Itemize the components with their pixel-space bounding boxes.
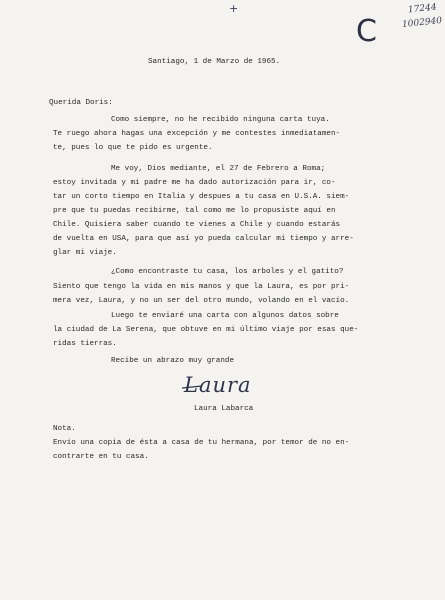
body-line: ¿Como encontraste tu casa, los arboles y el gatito?	[111, 268, 344, 276]
archive-ref-top: 17244	[407, 2, 438, 16]
corner-letter: C	[356, 14, 377, 49]
body-line: la ciudad de La Serena, que obtuve en mi último viaje por esas que-	[53, 326, 359, 334]
body-line: estoy invitada y mi padre me ha dado autorización para ir, co-	[53, 179, 336, 187]
handwritten-signature	[180, 370, 290, 400]
body-line: Recibe un abrazo muy grande	[111, 357, 235, 365]
body-line: Chile. Quisiera saber cuando te vienes a Chile y cuando estarás	[53, 221, 341, 229]
body-line: Luego te enviaré una carta con algunos datos sobre	[111, 312, 339, 320]
body-line: Me voy, Dios mediante, el 27 de Febrero a Roma;	[111, 165, 326, 173]
typed-signature: Laura Labarca	[194, 405, 254, 413]
letter-date: Santiago, 1 de Marzo de 1965.	[148, 58, 281, 66]
note-line: Envío una copia de ésta a casa de tu hermana, por temor de no en-	[53, 439, 350, 447]
body-line: Te ruego ahora hagas una excepción y me contestes inmediatamen-	[53, 130, 341, 138]
body-line: pre que tu puedas recibirme, tal como me lo propusiste aquí en	[53, 207, 336, 215]
note-heading: Nota.	[53, 425, 76, 433]
signature-text: Laura	[184, 373, 252, 397]
body-line: Siento que tengo la vida en mis manos y que la Laura, es por pri-	[53, 283, 350, 291]
archive-ref-bottom: 1002940	[401, 15, 443, 31]
page-mark: +	[229, 2, 239, 15]
body-line: Como siempre, no he recibido ninguna carta tuya.	[111, 116, 330, 124]
body-line: tar un corto tiempo en Italia y despues a tu casa en U.S.A. siem-	[53, 193, 350, 201]
body-line: te, pues lo que te pido es urgente.	[53, 144, 213, 152]
note-line: contrarte en tu casa.	[53, 453, 149, 461]
body-line: de vuelta en USA, para que así yo pueda calcular mi tiempo y arre-	[53, 235, 354, 243]
body-line: mera vez, Laura, y no un ser del otro mundo, volando en el vacío.	[53, 297, 350, 305]
body-line: ridas tierras.	[53, 340, 117, 348]
salutation: Querida Doris:	[49, 99, 113, 107]
body-line: glar mi viaje.	[53, 249, 117, 257]
